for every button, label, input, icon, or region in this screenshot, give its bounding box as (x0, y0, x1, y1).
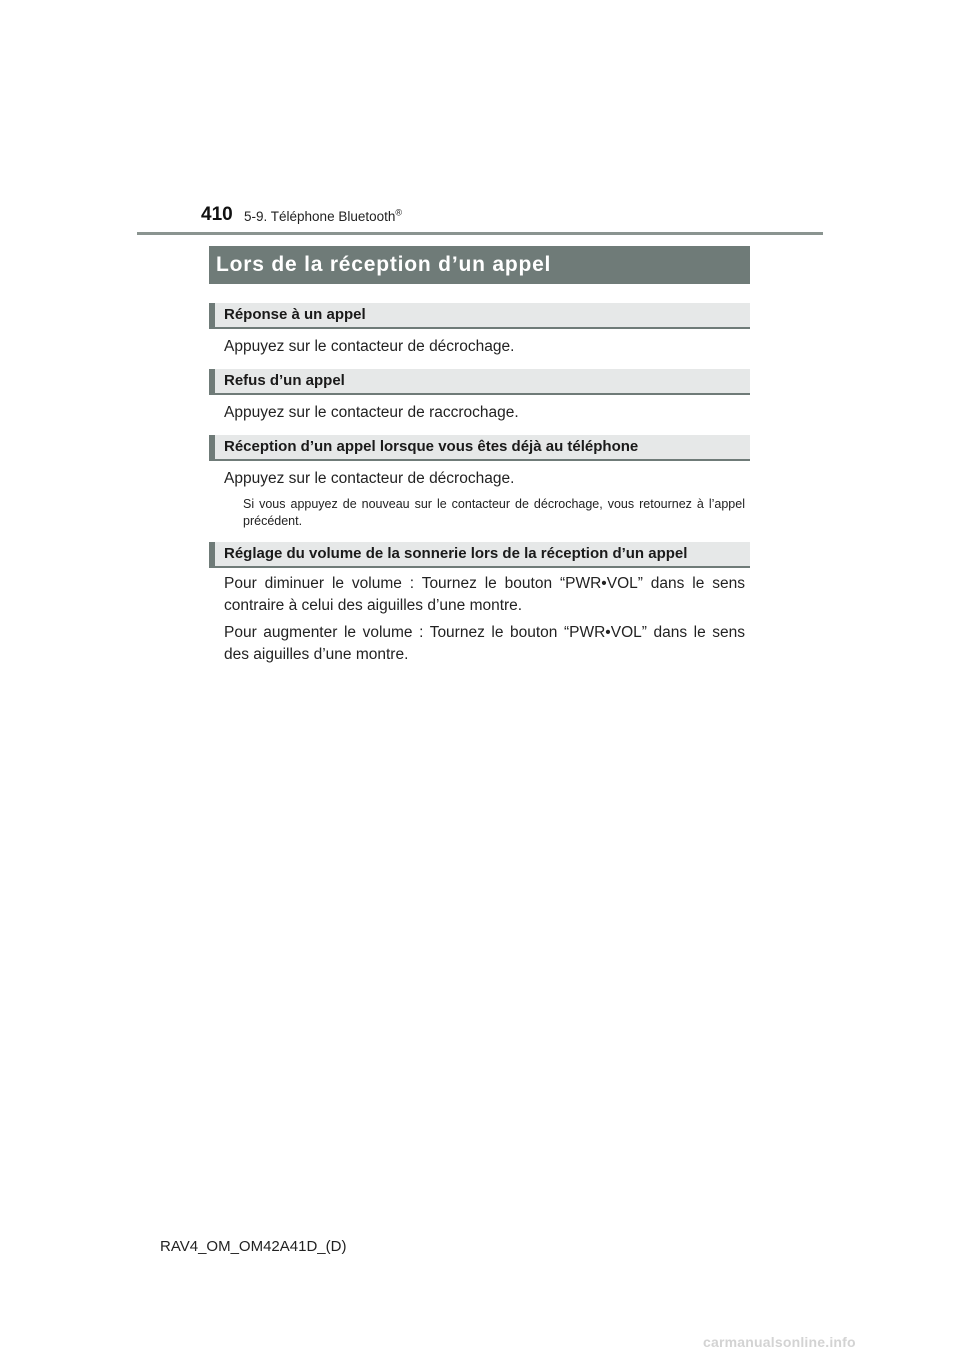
registered-mark: ® (395, 207, 403, 218)
section-title: Lors de la réception d’un appel (209, 246, 750, 284)
ring-volume-increase-text: Pour augmenter le volume : Tournez le bouton “PWR•VOL” dans le sens des aiguilles d’une montre. (224, 624, 745, 663)
reject-call-text: Appuyez sur le contacteur de raccrochage. (224, 404, 519, 421)
subheading-answer-call: Réponse à un appel (209, 303, 750, 329)
subheading-ring-volume: Réglage du volume de la sonnerie lors de la réception d’un appel (209, 542, 750, 568)
call-waiting-note: Si vous appuyez de nouveau sur le contacteur de décrochage, vous retournez à l’appel précédent. (243, 497, 745, 528)
subheading-reject-call: Refus d’un appel (209, 369, 750, 395)
document-code: RAV4_OM_OM42A41D_(D) (160, 1238, 347, 1255)
page-number: 410 (201, 204, 233, 225)
answer-call-text: Appuyez sur le contacteur de décrochage. (224, 338, 515, 355)
subheading-call-waiting: Réception d’un appel lorsque vous êtes déjà au téléphone (209, 435, 750, 461)
watermark: carmanualsonline.info (703, 1334, 856, 1350)
chapter-title-text: 5-9. Téléphone Bluetooth (244, 209, 396, 224)
ring-volume-decrease-text: Pour diminuer le volume : Tournez le bouton “PWR•VOL” dans le sens contraire à celui des aiguilles d’une montre. (224, 575, 745, 614)
header-divider (137, 232, 823, 235)
call-waiting-text: Appuyez sur le contacteur de décrochage. (224, 470, 515, 487)
chapter-title (244, 209, 402, 224)
